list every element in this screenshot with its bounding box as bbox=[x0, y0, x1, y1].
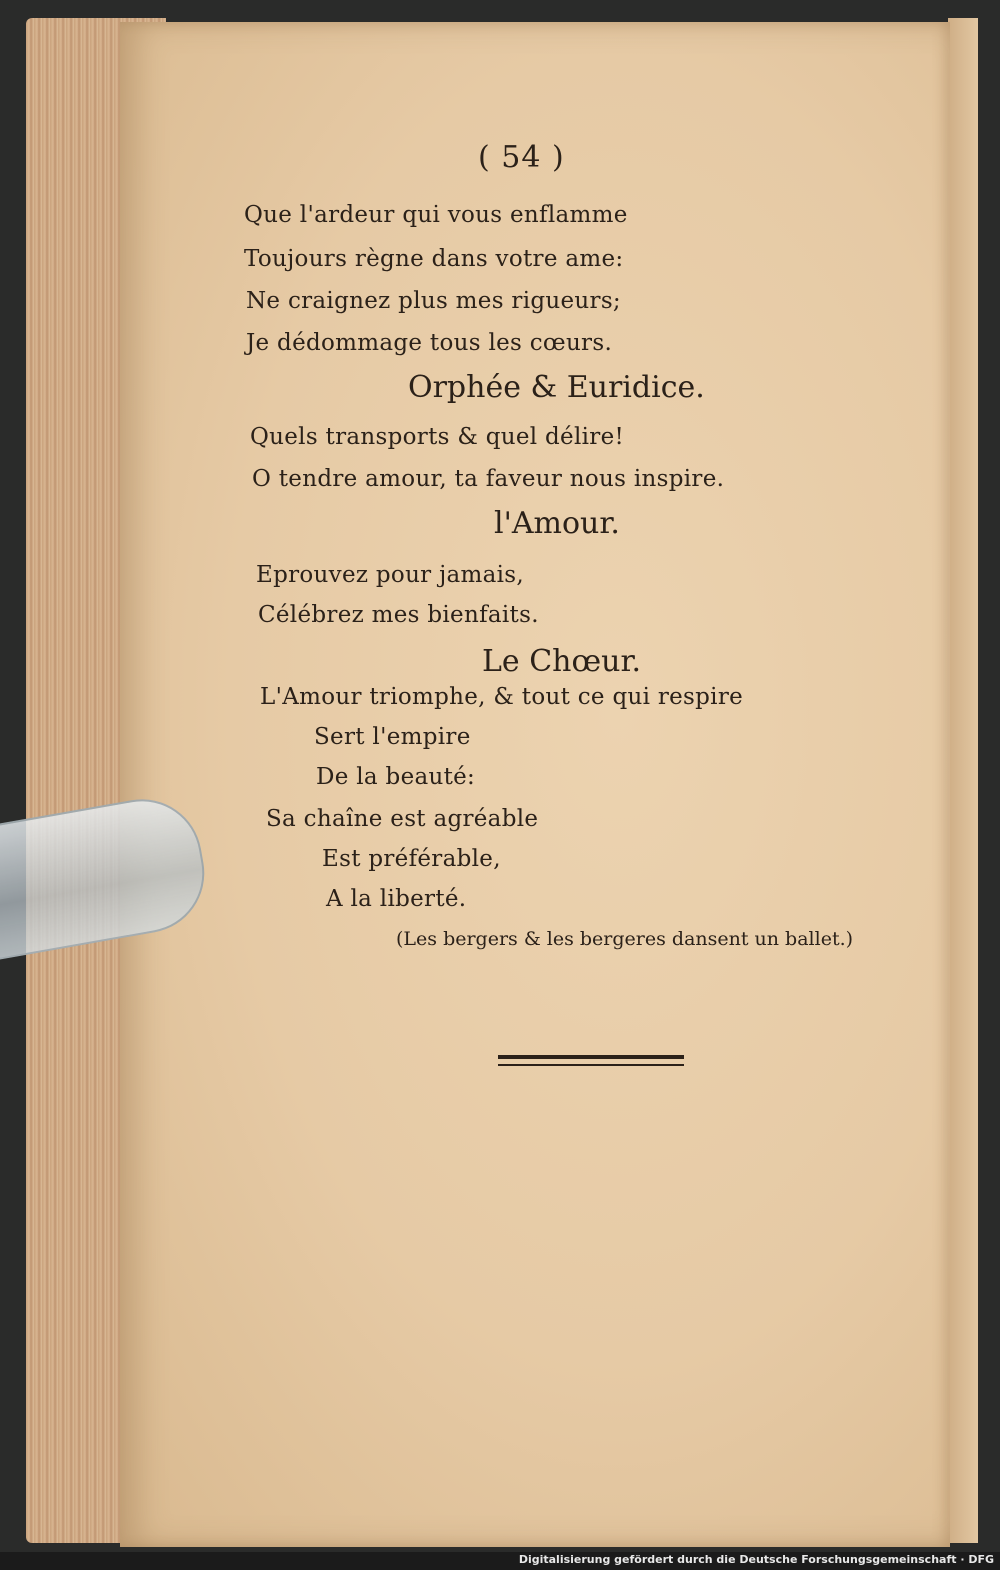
verse-line: De la beauté: bbox=[316, 764, 476, 790]
speaker-heading: Orphée & Euridice. bbox=[408, 370, 705, 405]
section-divider bbox=[498, 1064, 684, 1066]
footer-credit: Digitalisierung gefördert durch die Deutsche Forschungsgemeinschaft · DFG bbox=[518, 1553, 994, 1566]
verse-line: A la liberté. bbox=[326, 886, 467, 912]
verse-line: Est préférable, bbox=[322, 846, 501, 872]
verse-line: Sa chaîne est agréable bbox=[266, 806, 539, 832]
verse-line: Toujours règne dans votre ame: bbox=[244, 246, 624, 272]
verse-line: O tendre amour, ta faveur nous inspire. bbox=[252, 466, 725, 492]
verse-line: Quels transports & quel délire! bbox=[250, 424, 625, 450]
speaker-heading: Le Chœur. bbox=[482, 644, 642, 679]
verse-line: Je dédommage tous les cœurs. bbox=[246, 330, 613, 356]
verse-line: Sert l'empire bbox=[314, 724, 471, 750]
next-page-edge bbox=[948, 18, 978, 1543]
speaker-heading: l'Amour. bbox=[494, 506, 620, 541]
verse-line: Ne craignez plus mes rigueurs; bbox=[246, 288, 621, 314]
verse-line: Célébrez mes bienfaits. bbox=[258, 602, 539, 628]
section-divider bbox=[498, 1055, 684, 1059]
verse-line: Que l'ardeur qui vous enflamme bbox=[244, 202, 628, 228]
verse-line: Eprouvez pour jamais, bbox=[256, 562, 525, 588]
stage-direction: (Les bergers & les bergeres dansent un ballet.) bbox=[396, 928, 854, 950]
verse-line: L'Amour triomphe, & tout ce qui respire bbox=[260, 684, 744, 710]
page-number: ( 54 ) bbox=[478, 140, 565, 175]
